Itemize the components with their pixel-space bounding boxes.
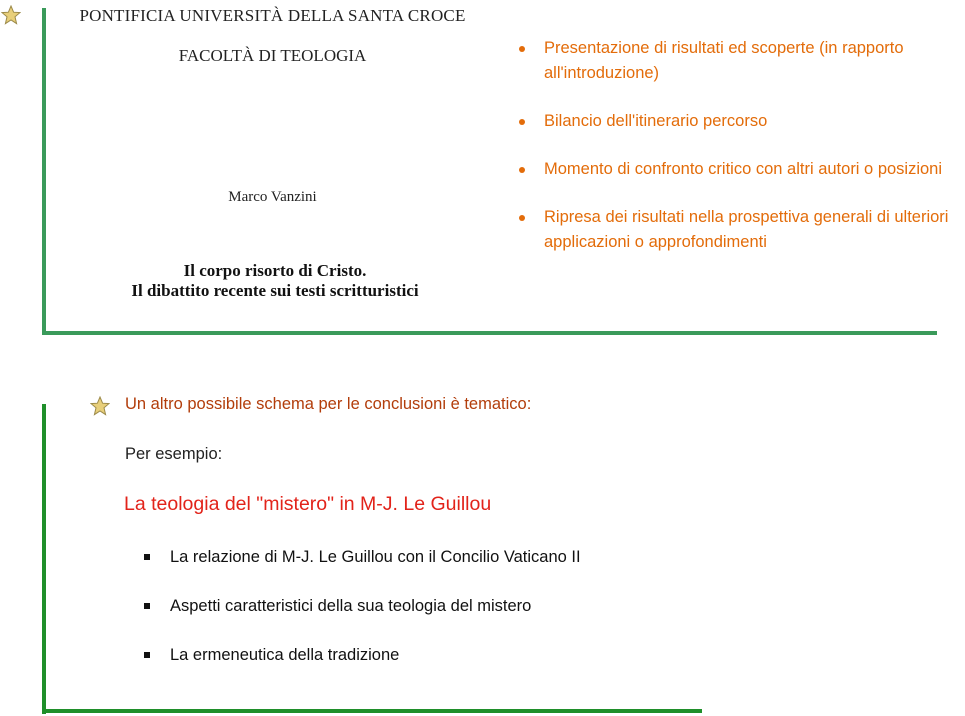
list-item: [515, 157, 955, 182]
list-item-text: Bilancio dell'itinerario percorso: [544, 112, 768, 130]
list-item: [515, 36, 955, 86]
list-item: [140, 594, 581, 618]
conclusion-bullets: [515, 36, 955, 278]
star-icon: [90, 396, 110, 416]
bullet-dot-icon: [519, 46, 525, 52]
thesis-title-line2: Il dibattito recente sui testi scritturistici: [131, 281, 419, 300]
bullet-dot-icon: [519, 215, 525, 221]
list-item: [515, 109, 955, 134]
top-bracket-vertical: [42, 8, 46, 335]
list-item-text: Presentazione di risultati ed scoperte (in rapporto all'introduzione): [544, 39, 904, 82]
list-item-text: Momento di confronto critico con altri autori o posizioni: [544, 160, 943, 178]
list-item: [515, 205, 955, 255]
list-item-text: Aspetti caratteristici della sua teologia del mistero: [170, 597, 532, 615]
author-name: Marco Vanzini: [228, 189, 317, 205]
list-item-text: La relazione di M-J. Le Guillou con il Concilio Vaticano II: [170, 548, 581, 566]
thesis-title-line1: Il corpo risorto di Cristo.: [183, 261, 367, 280]
bullet-dot-icon: [519, 167, 525, 173]
bottom-bracket-horizontal: [42, 709, 702, 713]
bullet-square-icon: [144, 652, 150, 658]
faculty-name: FACOLTÀ DI TEOLOGIA: [178, 46, 367, 65]
star-icon: [1, 5, 21, 25]
bottom-bracket-vertical: [42, 404, 46, 714]
top-bracket-horizontal: [42, 331, 937, 335]
thematic-intro: Un altro possibile schema per le conclusioni è tematico:: [125, 395, 532, 413]
example-label: Per esempio:: [125, 445, 223, 463]
university-name: PONTIFICIA UNIVERSITÀ DELLA SANTA CROCE: [79, 6, 466, 25]
list-item-text: Ripresa dei risultati nella prospettiva generali di ulteriori applicazioni o approfondimenti: [544, 208, 949, 251]
bullet-dot-icon: [519, 119, 525, 125]
list-item-text: La ermeneutica della tradizione: [170, 646, 400, 664]
bullet-square-icon: [144, 554, 150, 560]
topic-bullets: [140, 545, 581, 692]
topic-title: La teologia del "mistero" in M-J. Le Guillou: [124, 493, 492, 515]
list-item: [140, 545, 581, 569]
bullet-square-icon: [144, 603, 150, 609]
list-item: [140, 643, 581, 667]
